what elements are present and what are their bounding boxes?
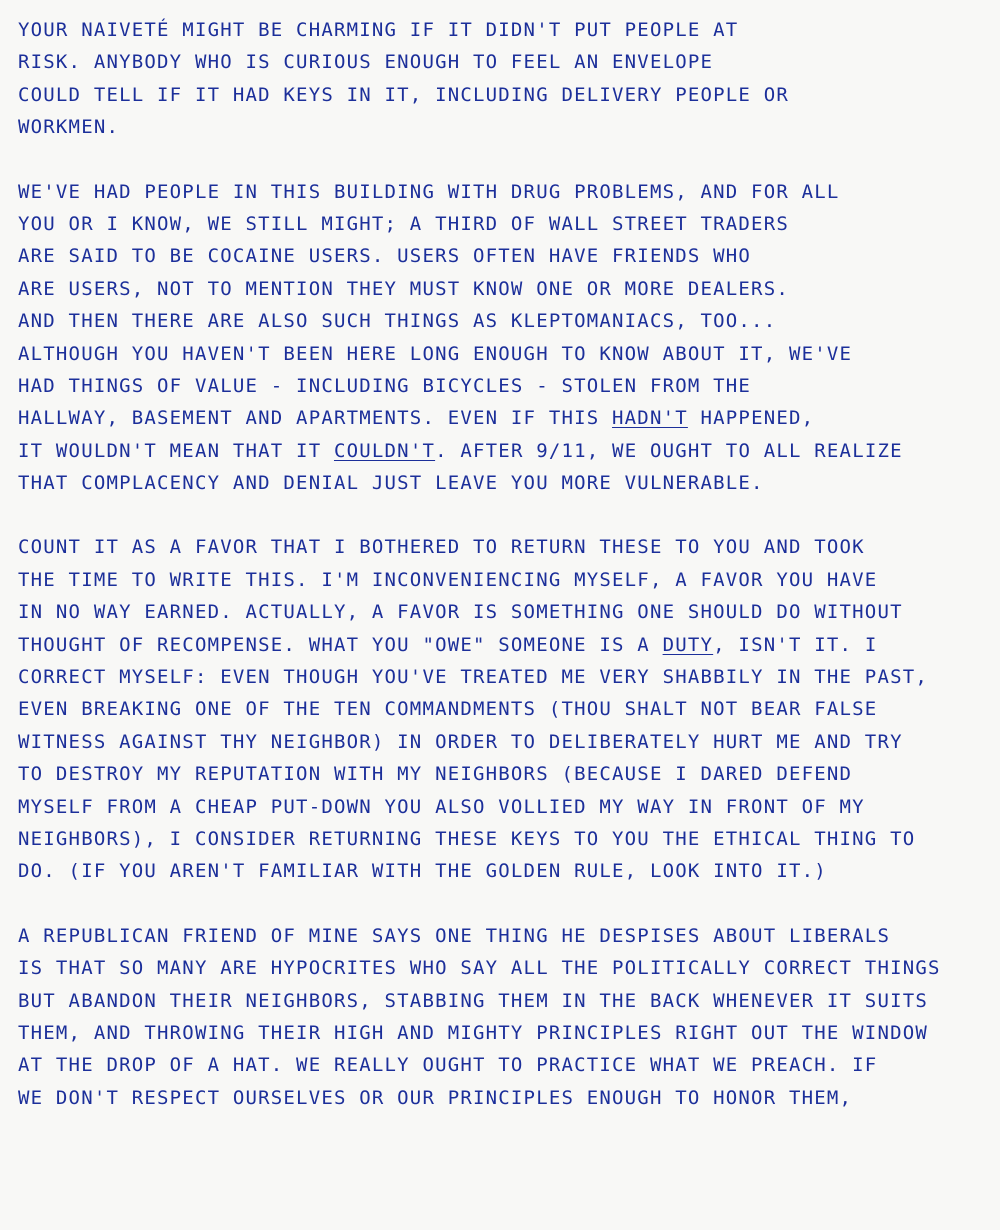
- letter-line: ARE SAID TO BE COCAINE USERS. USERS OFTEN HAVE FRIENDS WHO: [18, 245, 752, 268]
- letter-line: THOUGHT OF RECOMPENSE. WHAT YOU "OWE" SOMEONE IS A DUTY, ISN'T IT. I: [18, 633, 878, 656]
- letter-line: WORKMEN.: [18, 116, 120, 139]
- letter-line: AND THEN THERE ARE ALSO SUCH THINGS AS KLEPTOMANIACS, TOO...: [18, 310, 777, 333]
- letter-line: WITNESS AGAINST THY NEIGHBOR) IN ORDER TO DELIBERATELY HURT ME AND TRY: [18, 730, 903, 753]
- paragraph-spacer: [18, 888, 984, 920]
- letter-line: COULD TELL IF IT HAD KEYS IN IT, INCLUDING DELIVERY PEOPLE OR: [18, 83, 789, 106]
- letter-line: BUT ABANDON THEIR NEIGHBORS, STABBING THEM IN THE BACK WHENEVER IT SUITS: [18, 989, 929, 1012]
- letter-line: THE TIME TO WRITE THIS. I'M INCONVENIENCING MYSELF, A FAVOR YOU HAVE: [18, 568, 878, 591]
- letter-line: ARE USERS, NOT TO MENTION THEY MUST KNOW ONE OR MORE DEALERS.: [18, 277, 789, 300]
- letter-line: NEIGHBORS), I CONSIDER RETURNING THESE KEYS TO YOU THE ETHICAL THING TO: [18, 827, 916, 850]
- letter-line: COUNT IT AS A FAVOR THAT I BOTHERED TO RETURN THESE TO YOU AND TOOK: [18, 536, 865, 559]
- letter-line: ALTHOUGH YOU HAVEN'T BEEN HERE LONG ENOUGH TO KNOW ABOUT IT, WE'VE: [18, 342, 853, 365]
- letter-paragraph-3: [18, 531, 984, 887]
- letter-line: IS THAT SO MANY ARE HYPOCRITES WHO SAY ALL THE POLITICALLY CORRECT THINGS: [18, 957, 941, 980]
- letter-line: DO. (IF YOU AREN'T FAMILIAR WITH THE GOLDEN RULE, LOOK INTO IT.): [18, 860, 827, 883]
- letter-line: A REPUBLICAN FRIEND OF MINE SAYS ONE THING HE DESPISES ABOUT LIBERALS: [18, 924, 891, 947]
- letter-paragraph-2: [18, 176, 984, 500]
- letter-line: WE DON'T RESPECT OURSELVES OR OUR PRINCIPLES ENOUGH TO HONOR THEM,: [18, 1086, 853, 1109]
- letter-line: CORRECT MYSELF: EVEN THOUGH YOU'VE TREATED ME VERY SHABBILY IN THE PAST,: [18, 666, 929, 689]
- letter-line: MYSELF FROM A CHEAP PUT-DOWN YOU ALSO VOLLIED MY WAY IN FRONT OF MY: [18, 795, 865, 818]
- letter-line: WE'VE HAD PEOPLE IN THIS BUILDING WITH DRUG PROBLEMS, AND FOR ALL: [18, 180, 840, 203]
- letter-line: IT WOULDN'T MEAN THAT IT COULDN'T. AFTER 9/11, WE OUGHT TO ALL REALIZE: [18, 439, 903, 462]
- letter-line: HALLWAY, BASEMENT AND APARTMENTS. EVEN IF THIS HADN'T HAPPENED,: [18, 407, 815, 430]
- letter-line: THAT COMPLACENCY AND DENIAL JUST LEAVE YOU MORE VULNERABLE.: [18, 472, 764, 495]
- letter-line: TO DESTROY MY REPUTATION WITH MY NEIGHBORS (BECAUSE I DARED DEFEND: [18, 763, 853, 786]
- letter-paragraph-4: [18, 920, 984, 1114]
- letter-line: THEM, AND THROWING THEIR HIGH AND MIGHTY PRINCIPLES RIGHT OUT THE WINDOW: [18, 1021, 929, 1044]
- letter-line: AT THE DROP OF A HAT. WE REALLY OUGHT TO PRACTICE WHAT WE PREACH. IF: [18, 1054, 878, 1077]
- letter-line: YOUR NAIVETÉ MIGHT BE CHARMING IF IT DIDN'T PUT PEOPLE AT: [18, 19, 739, 41]
- letter-line: YOU OR I KNOW, WE STILL MIGHT; A THIRD OF WALL STREET TRADERS: [18, 212, 789, 235]
- letter-line: RISK. ANYBODY WHO IS CURIOUS ENOUGH TO FEEL AN ENVELOPE: [18, 51, 714, 74]
- letter-line: EVEN BREAKING ONE OF THE TEN COMMANDMENTS (THOU SHALT NOT BEAR FALSE: [18, 698, 878, 721]
- letter-line: HAD THINGS OF VALUE - INCLUDING BICYCLES - STOLEN FROM THE: [18, 374, 752, 397]
- letter-line: IN NO WAY EARNED. ACTUALLY, A FAVOR IS SOMETHING ONE SHOULD DO WITHOUT: [18, 601, 903, 624]
- paragraph-spacer: [18, 144, 984, 176]
- paragraph-spacer: [18, 499, 984, 531]
- letter-paragraph-1: [18, 14, 984, 144]
